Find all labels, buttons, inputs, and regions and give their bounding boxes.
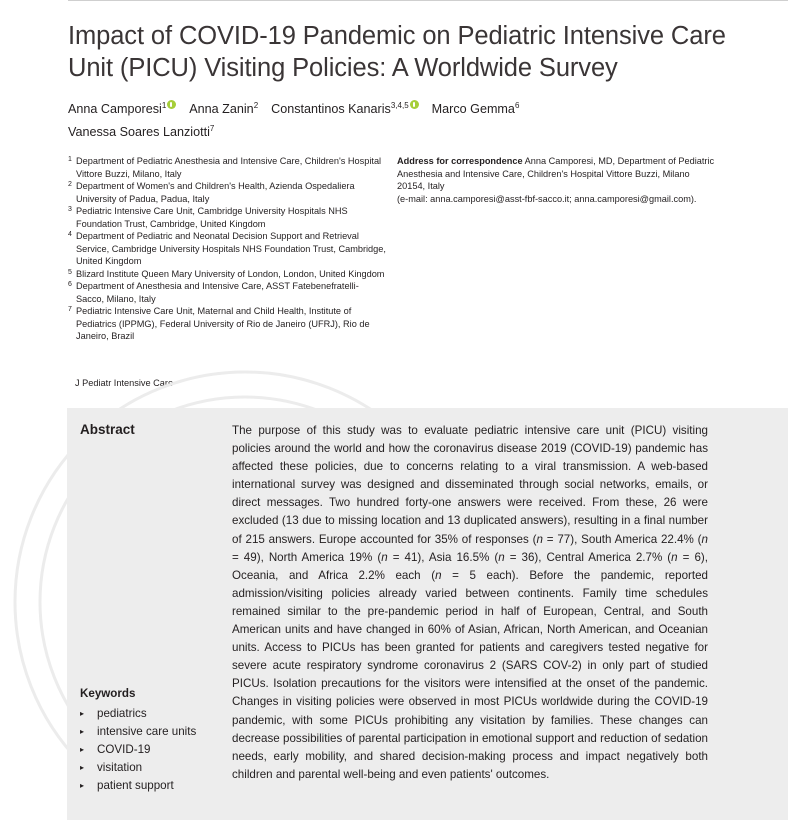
- keyword-item: [80, 759, 196, 777]
- author-affiliation-sup: 1: [161, 101, 167, 110]
- affiliation-item: [68, 205, 386, 230]
- abstract-heading: Abstract: [80, 422, 135, 437]
- header-rule: [68, 0, 788, 1]
- article-title: Impact of COVID-19 Pandemic on Pediatric Intensive Care Unit (PICU) Visiting Policies: A Worldwide Survey: [68, 22, 726, 82]
- keyword-text: pediatrics: [97, 707, 147, 720]
- affiliation-text: Department of Anesthesia and Intensive Care, ASST Fatebenefratelli-Sacco, Milano, Italy: [76, 281, 359, 304]
- affiliation-number: 2: [68, 181, 72, 188]
- author-name-text: Anna Zanin: [189, 102, 254, 117]
- author-name: [189, 102, 258, 116]
- orcid-icon[interactable]: [410, 100, 419, 109]
- author-list: [68, 96, 688, 142]
- author-affiliation-sup: 2: [253, 101, 259, 110]
- affiliation-text: Pediatric Intensive Care Unit, Maternal and Child Health, Institute of Pediatrics (IPPMG), Federal University of Rio de Janeiro (UFRJ), Rio de Janeiro, Brazil: [76, 306, 370, 341]
- keywords-heading: Keywords: [80, 687, 136, 700]
- affiliation-number: 5: [68, 268, 72, 276]
- affiliation-number: 7: [68, 306, 72, 313]
- affiliation-item: [68, 305, 386, 343]
- author-name-text: Vanessa Soares Lanziotti: [68, 125, 210, 140]
- affiliation-text: Pediatric Intensive Care Unit, Cambridge University Hospitals NHS Foundation Trust, Cambridge, United Kingdom: [76, 206, 348, 229]
- triangle-bullet-icon: ▸: [80, 763, 85, 773]
- keyword-item: [80, 741, 196, 759]
- affiliation-text: Blizard Institute Queen Mary University of London, London, United Kingdom: [76, 268, 385, 279]
- keyword-text: COVID-19: [97, 743, 151, 757]
- keyword-item: [80, 705, 196, 723]
- triangle-bullet-icon: ▸: [80, 781, 85, 791]
- keyword-text: intensive care units: [97, 725, 197, 739]
- author-affiliation-sup: 6: [514, 101, 520, 110]
- correspondence-text: Anna Camporesi, MD, Department of Pediatric Anesthesia and Intensive Care, Children's Hospital Vittore Buzzi, Milano 20154, Italy: [397, 156, 715, 191]
- author-name-text: Marco Gemma: [431, 102, 515, 117]
- author-affiliation-sup: 3,4,5: [390, 101, 409, 110]
- triangle-bullet-icon: ▸: [80, 745, 85, 755]
- author-name: [432, 102, 520, 116]
- affiliation-number: 3: [68, 206, 72, 213]
- affiliation-item: [68, 180, 386, 205]
- affiliation-text: Department of Pediatric and Neonatal Decision Support and Retrieval Service, Cambridge University Hospitals NHS Foundation Trust, Cambridge, United Kingdom: [76, 231, 386, 266]
- author-name: [68, 102, 176, 116]
- author-name: [271, 102, 419, 116]
- abstract-text: The purpose of this study was to evaluate pediatric intensive care unit (PICU) visiting policies around the world and how the coronavirus disease 2019 (COVID-19) pandemic has affected these policies, due to concerns relating to a viral transmission. A web-based international survey was designed and disseminated through social networks, emails, or direct messages. Two hundred forty-one answers were received. From these, 26 were excluded (13 due to missing location and 13 duplicated answers), resulting in a final number of 215 answers. Europe accounted for 35% of responses (n = 77), South America 22.4% (n = 49), North America 19% (n = 41), Asia 16.5% (n = 36), Central America 2.7% (n = 6), Oceania, and Africa 2.2% each (n = 5 each). Before the pandemic, reported admission/visiting policies already varied between continents. Family time schedules remained similar to the pre-pandemic period in half of European, Central, and South American units and have changed in 60% of Asian, African, North American, and Oceanian units. Access to PICUs has been granted for patients and caregivers tested negative for severe acute respiratory syndrome coronavirus 2 (SARS COV-2) in only part of studied PICUs. Isolation precautions for the visitors were intensified at the onset of the pandemic. Changes in visiting policies were observed in most PICUs worldwide during the COVID-19 pandemic, with some PICUs prohibiting any visitation by families. These changes can decrease possibilities of parental participation in emotional support and reduction of sedation needs, early mobility, and shared decision-making process and impact negatively both children and parental well-being and even patients' outcomes.: [232, 424, 709, 781]
- journal-name: J Pediatr Intensive Care: [75, 378, 174, 388]
- keyword-text: patient support: [97, 779, 174, 793]
- author-name: [68, 125, 214, 139]
- affiliation-item: [68, 155, 386, 180]
- triangle-bullet-icon: ▸: [80, 727, 85, 737]
- keyword-text: visitation: [97, 761, 143, 775]
- correspondence-email: (e-mail: anna.camporesi@asst-fbf-sacco.it; anna.camporesi@gmail.com).: [397, 193, 697, 204]
- correspondence-label: Address for correspondence: [397, 156, 523, 166]
- affiliation-number: 6: [68, 281, 72, 288]
- author-affiliation-sup: 7: [209, 124, 215, 134]
- affiliation-list: [68, 155, 386, 343]
- affiliation-text: Department of Pediatric Anesthesia and Intensive Care, Children's Hospital Vittore Buzzi, Milano, Italy: [76, 156, 382, 179]
- affiliation-item: [68, 280, 386, 305]
- affiliation-item: [68, 268, 386, 281]
- triangle-bullet-icon: ▸: [80, 709, 85, 718]
- keyword-item: [80, 723, 196, 741]
- author-name-text: Constantinos Kanaris: [271, 102, 391, 117]
- affiliation-item: [68, 230, 386, 268]
- affiliation-number: 4: [68, 231, 72, 238]
- orcid-icon[interactable]: [167, 100, 176, 109]
- affiliation-text: Department of Women's and Children's Health, Azienda Ospedaliera University of Padua, Padua, Italy: [76, 181, 355, 204]
- keyword-item: [80, 777, 196, 795]
- author-name-text: Anna Camporesi: [68, 102, 162, 117]
- correspondence-block: [397, 155, 717, 205]
- keyword-list: [80, 705, 196, 795]
- affiliation-number: 1: [68, 156, 72, 163]
